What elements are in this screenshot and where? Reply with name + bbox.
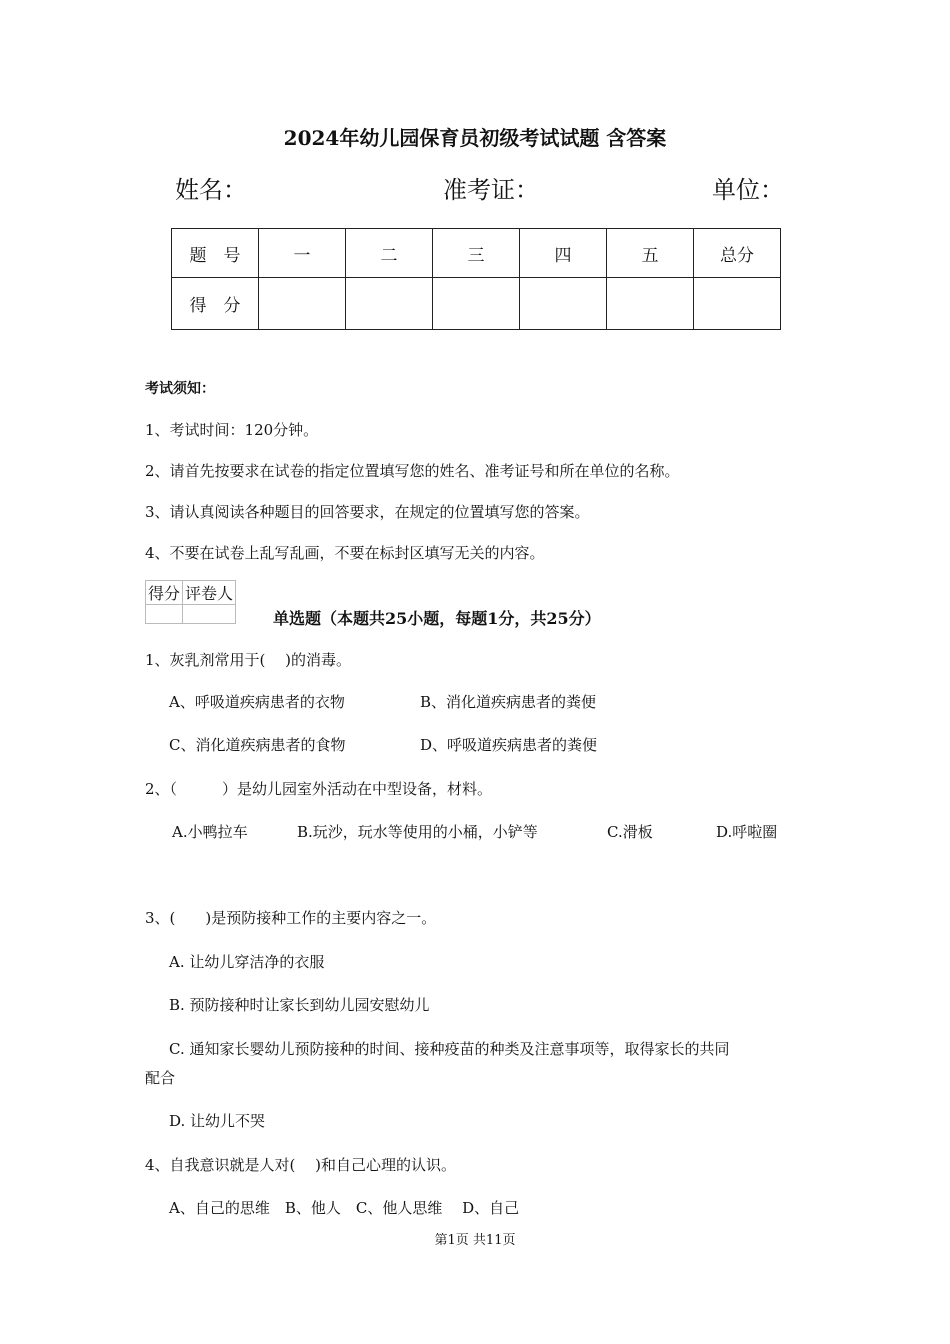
grader-name-cell[interactable] <box>183 605 236 624</box>
grader-score-label: 得分 <box>146 581 183 605</box>
question-4-options: A、自己的思维 B、他人 C、他人思维 D、自己 <box>169 1199 520 1217</box>
notice-item: 2、请首先按要求在试卷的指定位置填写您的姓名、准考证号和所在单位的名称。 <box>145 462 680 480</box>
grader-name-label: 评卷人 <box>183 581 236 605</box>
notice-item: 3、请认真阅读各种题目的回答要求，在规定的位置填写您的答案。 <box>145 503 590 521</box>
question-1-option-a: A、呼吸道疾病患者的衣物 <box>169 693 345 711</box>
question-3-option-b: B. 预防接种时让家长到幼儿园安慰幼儿 <box>169 996 430 1014</box>
question-3-option-a: A. 让幼儿穿洁净的衣服 <box>169 953 325 971</box>
score-input-part2[interactable] <box>346 278 433 330</box>
grader-score-cell[interactable] <box>146 605 183 624</box>
question-3-option-c-continued: 配合 <box>145 1069 176 1087</box>
score-cell-part2: 二 <box>346 229 433 278</box>
question-2-option-b: B.玩沙，玩水等使用的小桶，小铲等 <box>297 823 538 841</box>
score-input-part5[interactable] <box>607 278 694 330</box>
question-1-option-c: C、消化道疾病患者的食物 <box>169 736 346 754</box>
question-1-stem: 1、灰乳剂常用于( )的消毒。 <box>145 651 352 669</box>
question-2-stem: 2、（ ）是幼儿园室外活动在中型设备，材料。 <box>145 780 493 798</box>
question-3-option-c: C. 通知家长婴幼儿预防接种的时间、接种疫苗的种类及注意事项等，取得家长的共同 <box>169 1040 730 1058</box>
score-input-part1[interactable] <box>259 278 346 330</box>
score-cell-label: 题 号 <box>172 229 259 278</box>
score-cell-part5: 五 <box>607 229 694 278</box>
exam-number-label: 准考证： <box>443 176 539 204</box>
question-1-option-b: B、消化道疾病患者的粪便 <box>420 693 597 711</box>
notice-heading: 考试须知： <box>145 381 215 397</box>
score-input-total[interactable] <box>694 278 781 330</box>
unit-label: 单位： <box>712 176 784 204</box>
score-table <box>171 228 781 330</box>
question-3-option-d: D. 让幼儿不哭 <box>169 1112 266 1130</box>
score-table-header-row <box>172 229 781 278</box>
question-3-stem: 3、( )是预防接种工作的主要内容之一。 <box>145 909 437 927</box>
score-cell-part1: 一 <box>259 229 346 278</box>
name-label: 姓名： <box>175 176 247 204</box>
grader-box <box>145 580 236 624</box>
page-title: 2024年幼儿园保育员初级考试试题 含答案 <box>283 126 667 150</box>
score-input-part4[interactable] <box>520 278 607 330</box>
score-cell-part3: 三 <box>433 229 520 278</box>
score-cell-total: 总分 <box>694 229 781 278</box>
question-2-option-d: D.呼啦圈 <box>716 823 778 841</box>
notice-item: 4、不要在试卷上乱写乱画，不要在标封区填写无关的内容。 <box>145 544 545 562</box>
section-title: 单选题（本题共25小题，每题1分，共25分） <box>273 609 601 628</box>
score-cell-part4: 四 <box>520 229 607 278</box>
page-footer: 第1页 共11页 <box>434 1233 516 1248</box>
question-2-option-a: A.小鸭拉车 <box>172 823 248 841</box>
question-4-stem: 4、自我意识就是人对( )和自己心理的认识。 <box>145 1156 457 1174</box>
score-table-score-row <box>172 278 781 330</box>
score-input-part3[interactable] <box>433 278 520 330</box>
score-row-label: 得 分 <box>172 278 259 330</box>
question-1-option-d: D、呼吸道疾病患者的粪便 <box>420 736 598 754</box>
question-2-option-c: C.滑板 <box>607 823 653 841</box>
notice-item: 1、考试时间：120分钟。 <box>145 421 319 439</box>
